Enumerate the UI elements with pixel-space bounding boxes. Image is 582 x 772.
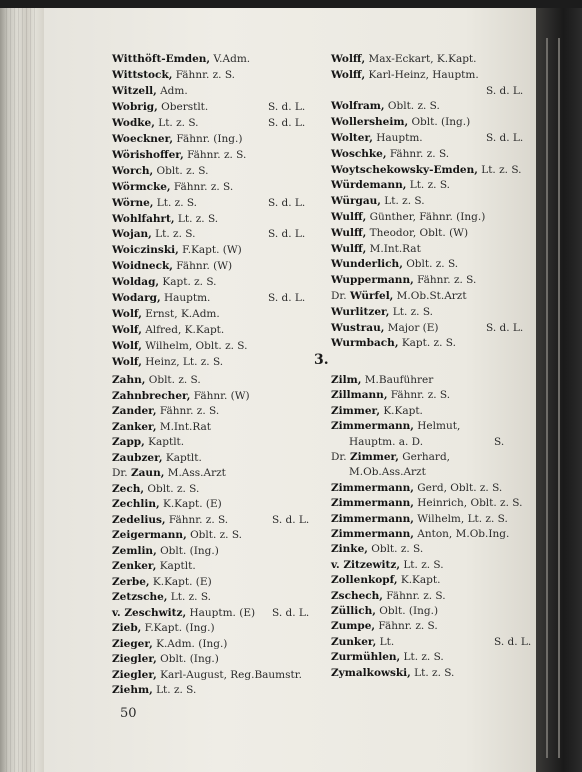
entry-rank: Lt. z. S. — [151, 228, 196, 241]
register-entry — [112, 196, 197, 210]
entry-rank: Hauptm. (E) — [186, 606, 256, 619]
entry-surname: Wolfram, — [331, 100, 385, 113]
entry-surname: Wulff, — [331, 211, 367, 223]
entry-rank: M.Ob.Ass.Arzt — [349, 466, 426, 479]
entry-surname: Wulff, — [331, 226, 367, 239]
register-entry — [112, 621, 215, 635]
register-entry — [331, 289, 467, 303]
entry-rank: Lt. z. S. — [380, 195, 425, 208]
register-entry — [331, 52, 476, 66]
register-entry — [331, 336, 456, 350]
entry-surname: Zillmann, — [331, 389, 388, 402]
entry-rank: Lt. z. S. — [400, 651, 444, 664]
entry-surname: Zahnbrecher, — [112, 389, 191, 402]
page-number: 50 — [120, 706, 137, 721]
register-entry — [331, 404, 423, 418]
entry-rank: Fähnr. z. S. — [386, 147, 450, 160]
entry-surname: Zollenkopf, — [331, 574, 398, 587]
entry-surname: Wustrau, — [331, 321, 385, 334]
entry-rank: Fähnr. z. S. — [382, 589, 446, 602]
entry-rank: Fähnr. (Ing.) — [173, 132, 243, 145]
register-entry — [331, 115, 470, 129]
entry-surname: Zimmermann, — [331, 497, 414, 510]
register-entry — [331, 481, 502, 495]
entry-rank: Fähnr. z. S. — [172, 68, 235, 81]
register-entry — [331, 388, 450, 402]
register-entry — [331, 68, 479, 82]
register-entry — [112, 355, 223, 369]
entry-rank: M.Ob.St.Arzt — [393, 290, 467, 302]
entry-rank: Ernst, K.Adm. — [141, 308, 220, 321]
entry-rank: Oblt. z. S. — [367, 543, 424, 556]
sheet-edge — [546, 38, 548, 758]
register-entry — [331, 305, 433, 319]
entry-rank: M.Int.Rat — [156, 420, 212, 433]
register-entry — [349, 435, 423, 449]
entry-surname: Zech, — [112, 482, 145, 495]
entry-surname: Zeigermann, — [112, 529, 187, 541]
entry-surname: Wörmcke, — [112, 180, 171, 193]
entry-surname: Wuppermann, — [331, 274, 414, 287]
register-entry — [112, 404, 219, 418]
entry-prefix: Dr. — [331, 290, 350, 302]
register-entry — [112, 52, 250, 66]
entry-surname: Zerbe, — [112, 575, 150, 588]
entry-rank: Oblt. (Ing.) — [156, 653, 219, 665]
entry-surname: Ziegler, — [112, 668, 157, 681]
entry-rank: Wilhelm, Oblt. z. S. — [141, 340, 248, 353]
entry-note: S. d. L. — [268, 196, 306, 209]
entry-surname: Zieger, — [112, 637, 153, 650]
entry-surname: Wurmbach, — [331, 337, 399, 350]
register-entry — [112, 683, 196, 697]
entry-rank: Lt. z. S. — [152, 684, 197, 696]
register-entry — [331, 273, 476, 287]
entry-rank: F.Kapt. (Ing.) — [141, 622, 215, 634]
register-entry — [331, 450, 450, 464]
entry-rank: Kaptlt. — [144, 436, 185, 448]
register-entry — [112, 544, 219, 558]
entry-rank: Lt. z. S. — [410, 666, 455, 679]
entry-surname: v. Zeschwitz, — [112, 606, 187, 619]
entry-rank: F.Kapt. (W) — [178, 244, 242, 257]
entry-surname: Wörishoffer, — [112, 148, 184, 161]
register-entry — [331, 131, 423, 145]
entry-rank: Kapt. z. S. — [398, 337, 456, 350]
register-entry — [112, 84, 188, 98]
register-entry — [331, 604, 438, 618]
entry-surname: Wolf, — [112, 308, 142, 321]
register-entry — [331, 321, 439, 335]
entry-rank: Lt. z. S. — [154, 116, 199, 129]
entry-rank: Oblt. z. S. — [153, 164, 209, 177]
register-entry — [331, 619, 438, 633]
register-entry — [112, 68, 235, 82]
facing-page-edge — [536, 8, 582, 772]
entry-surname: Zinke, — [331, 543, 368, 556]
entry-rank: Fähnr. z. S. — [413, 274, 477, 287]
register-entry — [331, 178, 450, 192]
entry-rank: Fähnr. z. S. — [387, 389, 451, 402]
entry-rank: M.Bauführer — [361, 374, 434, 386]
register-entry — [112, 259, 232, 273]
register-entry — [112, 590, 211, 604]
entry-surname: Zumpe, — [331, 620, 376, 633]
entry-surname: Zimmermann, — [331, 512, 414, 525]
entry-rank: K.Kapt. (E) — [159, 498, 222, 510]
register-entry — [112, 148, 246, 162]
entry-rank: M.Int.Rat — [366, 242, 421, 255]
register-entry — [331, 163, 521, 177]
entry-prefix: Dr. — [331, 451, 350, 463]
register-entry — [112, 575, 212, 589]
entry-rank: Wilhelm, Lt. z. S. — [413, 512, 508, 525]
sheet-edge — [558, 38, 560, 758]
register-entry — [112, 637, 227, 651]
entry-rank: Theodor, Oblt. (W) — [366, 226, 469, 239]
register-entry — [112, 116, 198, 130]
register-entry — [331, 558, 444, 572]
entry-surname: Zimmermann, — [331, 481, 414, 494]
entry-surname: Zschech, — [331, 589, 383, 602]
entry-surname: Wolter, — [331, 132, 373, 144]
entry-prefix: Dr. — [112, 467, 131, 479]
entry-surname: Zilm, — [331, 374, 362, 386]
register-entry — [331, 635, 394, 649]
entry-surname: Wodarg, — [112, 292, 161, 305]
entry-rank: Karl-Heinz, Hauptm. — [365, 68, 479, 81]
register-entry — [112, 339, 247, 353]
entry-surname: Zunker, — [331, 635, 377, 648]
entry-surname: Woeckner, — [112, 132, 174, 145]
register-entry — [331, 666, 454, 680]
entry-surname: Wolff, — [331, 68, 366, 81]
entry-surname: Wolf, — [112, 340, 142, 353]
entry-surname: Worch, — [112, 164, 154, 177]
entry-rank: Oblt. (Ing.) — [408, 116, 471, 129]
entry-rank: K.Kapt. (E) — [149, 575, 212, 588]
entry-surname: Zurmühlen, — [331, 651, 401, 664]
entry-rank: Alfred, K.Kapt. — [141, 324, 225, 337]
entry-rank: Oblt. z. S. — [145, 374, 201, 386]
entry-surname: Züllich, — [331, 605, 376, 617]
register-entry — [112, 435, 184, 449]
register-entry — [112, 291, 210, 305]
register-entry — [112, 164, 208, 178]
register-entry — [112, 466, 226, 480]
register-entry — [331, 194, 425, 208]
entry-note: S. d. L. — [268, 116, 306, 129]
entry-surname: Zanker, — [112, 420, 157, 433]
entry-rank: Fähnr. (W) — [190, 389, 250, 402]
register-entry — [112, 606, 255, 620]
entry-surname: Wolf, — [112, 356, 142, 369]
entry-rank: V.Adm. — [210, 53, 251, 65]
entry-surname: Wulff, — [331, 242, 367, 255]
entry-note: S. d. L. — [486, 132, 524, 144]
entry-surname: Zimmermann, — [331, 528, 414, 540]
entry-surname: Zaubzer, — [112, 451, 163, 464]
register-entry — [331, 242, 421, 256]
entry-note: S. d. L. — [486, 321, 524, 334]
entry-surname: Zechlin, — [112, 498, 160, 510]
entry-rank: Karl-August, Reg.Baumstr. — [156, 668, 302, 681]
entry-surname: Zimmer, — [349, 451, 399, 463]
register-entry — [331, 496, 522, 510]
entry-surname: Zetzsche, — [112, 591, 168, 603]
entry-rank: M.Ass.Arzt — [164, 467, 226, 479]
entry-rank: Oblt. z. S. — [144, 482, 200, 495]
entry-surname: Woidneck, — [112, 260, 173, 273]
register-entry — [112, 528, 242, 542]
register-entry — [112, 307, 220, 321]
entry-rank: Lt. z. S. — [406, 179, 450, 192]
entry-surname: Würdemann, — [331, 179, 407, 192]
entry-surname: Zapp, — [112, 436, 145, 448]
entry-note: S. d. L. — [272, 513, 310, 526]
register-entry — [112, 243, 242, 257]
entry-surname: Wörne, — [112, 196, 154, 209]
entry-surname: Wurlitzer, — [331, 305, 390, 318]
entry-rank: Anton, M.Ob.Ing. — [413, 528, 510, 540]
entry-surname: Wolff, — [331, 53, 366, 65]
entry-rank: Günther, Fähnr. (Ing.) — [366, 211, 486, 223]
register-entry — [112, 559, 196, 573]
entry-surname: Wittstock, — [112, 68, 173, 81]
entry-surname: Woiczinski, — [112, 244, 179, 257]
entry-rank: Hauptm. — [372, 132, 423, 144]
entry-rank: Lt. — [376, 635, 395, 648]
entry-surname: Wollersheim, — [331, 116, 409, 129]
register-entry — [331, 527, 509, 541]
register-entry — [112, 227, 195, 241]
entry-rank: Oblt. (Ing.) — [156, 544, 219, 557]
register-entry — [331, 210, 485, 224]
entry-surname: Ziegler, — [112, 653, 157, 665]
entry-rank: Oblt. z. S. — [402, 258, 459, 271]
register-entry — [112, 420, 211, 434]
register-entry — [331, 226, 468, 240]
entry-rank: Gerhard, — [398, 451, 451, 463]
entry-surname: Woytschekowsky-Emden, — [331, 163, 478, 176]
entry-surname: v. Zitzewitz, — [331, 558, 400, 571]
register-entry — [349, 465, 426, 479]
entry-rank: Max-Eckart, K.Kapt. — [365, 53, 477, 65]
entry-surname: Wojan, — [112, 228, 152, 241]
scanner-frame-top — [0, 0, 582, 8]
entry-rank: Kaptlt. — [156, 560, 196, 572]
entry-rank: Heinrich, Oblt. z. S. — [413, 497, 523, 510]
entry-surname: Zimmermann, — [331, 420, 414, 433]
register-entry — [112, 132, 242, 146]
entry-surname: Wodke, — [112, 116, 155, 129]
entry-surname: Witthöft-Emden, — [112, 53, 211, 65]
register-entry — [112, 497, 222, 511]
entry-note: S. d. L. — [272, 606, 310, 619]
register-entry — [112, 451, 202, 465]
entry-surname: Woschke, — [331, 147, 387, 160]
entry-rank: Adm. — [156, 84, 188, 97]
entry-rank: Gerd, Oblt. z. S. — [413, 481, 503, 494]
entry-surname: Wobrig, — [112, 100, 158, 113]
register-entry — [112, 513, 228, 527]
register-entry — [112, 180, 233, 194]
entry-surname: Würgau, — [331, 195, 381, 208]
register-entry — [112, 275, 217, 289]
entry-rank: Oblt. z. S. — [384, 100, 440, 113]
register-entry — [331, 257, 458, 271]
entry-rank: Oberstlt. — [157, 100, 209, 113]
register-entry — [331, 147, 449, 161]
register-entry — [331, 573, 440, 587]
register-entry — [112, 389, 250, 403]
register-entry — [331, 589, 446, 603]
entry-rank: K.Kapt. — [397, 574, 441, 587]
entry-surname: Zander, — [112, 405, 157, 417]
register-entry — [331, 512, 508, 526]
register-entry — [112, 100, 208, 114]
register-entry — [112, 323, 224, 337]
entry-surname: Zieb, — [112, 622, 142, 634]
entry-rank: Lt. z. S. — [174, 212, 219, 225]
register-entry — [112, 668, 302, 682]
entry-rank: Fähnr. z. S. — [170, 180, 234, 193]
entry-surname: Wolf, — [112, 324, 142, 337]
entry-surname: Zimmer, — [331, 404, 380, 417]
entry-rank: K.Adm. (Ing.) — [152, 637, 228, 650]
page-edges — [6, 8, 36, 772]
entry-surname: Würfel, — [349, 290, 394, 302]
entry-rank: Kapt. z. S. — [159, 276, 217, 289]
entry-surname: Wohlfahrt, — [112, 212, 175, 225]
entry-rank: Fähnr. z. S. — [375, 620, 438, 633]
entry-rank: Fähnr. z. S. — [183, 148, 247, 161]
entry-rank: Fähnr. (W) — [172, 260, 233, 273]
entry-surname: Zahn, — [112, 374, 146, 386]
entry-rank: Fähnr. z. S. — [165, 513, 229, 526]
entry-surname: Zaun, — [130, 467, 165, 479]
register-entry — [112, 652, 219, 666]
section-letter-heading: 3. — [314, 352, 329, 368]
entry-note: S. d. L. — [494, 635, 532, 648]
entry-rank: Oblt. z. S. — [186, 529, 243, 541]
entry-surname: Woldag, — [112, 276, 160, 289]
register-entry — [112, 373, 201, 387]
entry-rank: Heinz, Lt. z. S. — [141, 356, 224, 369]
entry-note: S. d. L. — [486, 84, 524, 97]
entry-surname: Wunderlich, — [331, 258, 403, 271]
register-entry — [112, 482, 199, 496]
entry-rank: Helmut, — [413, 420, 461, 433]
entry-note: S. d. L. — [268, 292, 306, 305]
entry-surname: Zedelius, — [112, 513, 166, 526]
entry-rank: Lt. z. S. — [389, 305, 434, 318]
register-entry — [112, 212, 218, 226]
register-entry — [331, 99, 440, 113]
entry-note: S. d. L. — [268, 100, 306, 113]
entry-surname: Zemlin, — [112, 544, 157, 557]
entry-surname: Witzell, — [112, 84, 157, 97]
entry-rank: Lt. z. S. — [400, 558, 444, 571]
entry-surname: Ziehm, — [112, 684, 153, 696]
entry-note: S. d. L. — [268, 228, 306, 241]
register-entry — [331, 419, 460, 433]
entry-note: S. — [494, 435, 505, 448]
entry-surname: Zenker, — [112, 560, 157, 572]
entry-rank: Oblt. (Ing.) — [375, 605, 439, 617]
register-entry — [331, 650, 444, 664]
entry-surname: Zymalkowski, — [331, 666, 411, 679]
register-entry — [331, 542, 423, 556]
entry-rank: Fähnr. z. S. — [156, 405, 220, 417]
register-entry — [331, 373, 433, 387]
entry-rank: Major (E) — [384, 321, 439, 334]
entry-rank: Hauptm. a. D. — [349, 435, 424, 448]
entry-rank: Hauptm. — [160, 292, 211, 305]
entry-rank: Lt. z. S. — [477, 163, 522, 176]
entry-rank: Lt. z. S. — [153, 196, 198, 209]
entry-rank: K.Kapt. — [379, 404, 423, 417]
entry-rank: Lt. z. S. — [167, 591, 212, 603]
entry-rank: Kaptlt. — [162, 451, 202, 464]
